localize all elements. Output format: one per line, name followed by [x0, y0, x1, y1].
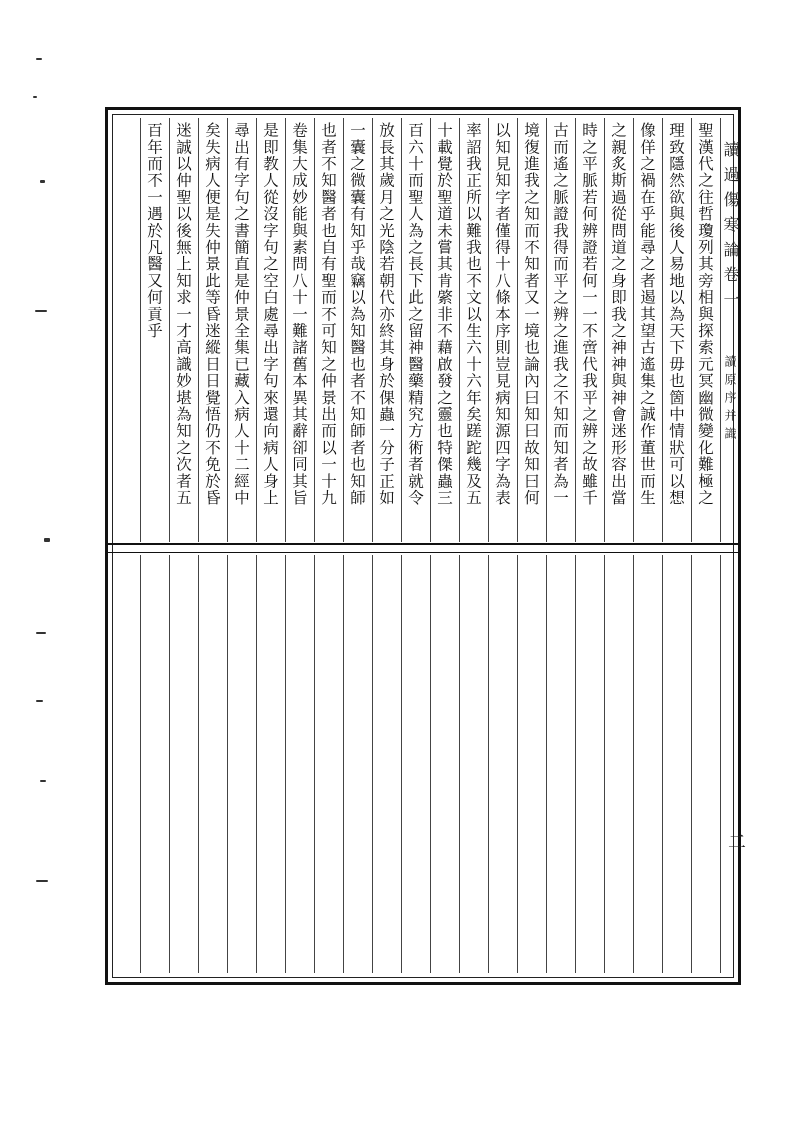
- column-rule: [691, 118, 692, 542]
- column-rule: [575, 118, 576, 542]
- text-column: 像佯之禍在乎能尋之者遏其望古遙集之誠作董世而生: [638, 122, 656, 507]
- margin-speck: [36, 880, 48, 882]
- column-rule: [488, 555, 489, 973]
- text-column: 古而遙之脈證我得而平之辨之進我之不知而知者為一: [551, 122, 569, 507]
- column-rule: [517, 555, 518, 973]
- column-rule: [314, 555, 315, 973]
- column-rule: [256, 118, 257, 542]
- column-rule: [430, 118, 431, 542]
- column-rule: [662, 555, 663, 973]
- text-column: 是即教人從沒字句之空白處尋出字句來還向病人身上: [261, 122, 279, 507]
- column-rule: [662, 118, 663, 542]
- margin-speck: [35, 310, 47, 312]
- text-column: 卷集大成妙能與素問八十一難諸舊本異其辭卻同其旨: [290, 122, 308, 507]
- column-rule: [546, 555, 547, 973]
- text-column: 百六十而聖人為之長下此之留神醫藥精究方術者就令: [406, 122, 424, 507]
- text-column: 十載覺於聖道未嘗其肯綮非不藉啟發之靈也特傑蟲三: [435, 122, 453, 507]
- text-column: 理致隱然欲與後人易地以為天下毋也箇中情狀可以想: [667, 122, 685, 507]
- column-rule: [343, 118, 344, 542]
- margin-speck: [33, 96, 37, 98]
- text-column: 也者不知醫者也自有聖而不可知之仲景出而以一十九: [319, 122, 337, 507]
- column-rule: [372, 555, 373, 973]
- column-rule: [169, 118, 170, 542]
- column-rule: [169, 555, 170, 973]
- column-rule: [285, 118, 286, 542]
- column-rule: [227, 555, 228, 973]
- column-rule: [488, 118, 489, 542]
- column-rule: [604, 555, 605, 973]
- column-rule: [720, 555, 721, 973]
- text-column: 以知見知字者僅得十八條本序則豈見病知源四字為表: [493, 122, 511, 507]
- center-fold-gutter: [108, 543, 738, 553]
- margin-speck: [36, 58, 42, 60]
- text-column: 百年而不一遇於凡醫又何貢乎: [145, 122, 163, 340]
- column-rule: [459, 555, 460, 973]
- margin-speck: [36, 632, 46, 634]
- column-rule: [430, 555, 431, 973]
- column-rule: [140, 555, 141, 973]
- column-rule: [691, 555, 692, 973]
- column-rule: [633, 555, 634, 973]
- column-rule: [517, 118, 518, 542]
- text-column: 一囊之微囊有知乎哉竊以為知醫也者不知師者也知師: [348, 122, 366, 507]
- column-rule: [227, 118, 228, 542]
- column-rule: [285, 555, 286, 973]
- book-title: 讀過傷寒論卷一: [721, 141, 740, 316]
- column-rule: [459, 118, 460, 542]
- column-rule: [372, 118, 373, 542]
- margin-speck: [40, 780, 46, 782]
- margin-speck: [44, 538, 50, 542]
- text-column: 矣失病人便是失仲景此等昏迷縱日日覺悟仍不免於昏: [203, 122, 221, 507]
- column-rule: [575, 555, 576, 973]
- section-label: 讀原序并識: [723, 355, 737, 445]
- column-rule: [604, 118, 605, 542]
- column-rule: [401, 118, 402, 542]
- text-column: 時之平脈若何辨證若何一一不啻代我平之辨之故雖千: [580, 122, 598, 507]
- text-column: 率詔我正所以難我也不文以生六十六年矣蹉跎幾及五: [464, 122, 482, 507]
- column-rule: [198, 118, 199, 542]
- column-rule: [198, 555, 199, 973]
- column-rule: [343, 555, 344, 973]
- column-rule: [633, 118, 634, 542]
- column-rule: [314, 118, 315, 542]
- text-column: 放長其歲月之光陰若朝代亦終其身於倮蟲一分子正如: [377, 122, 395, 507]
- text-column: 境復進我之知而不知者又一境也論內曰知曰故知曰何: [522, 122, 540, 507]
- column-rule: [256, 555, 257, 973]
- text-column: 迷誠以仲聖以後無上知求一才高識妙堪為知之次者五: [174, 122, 192, 507]
- text-column: 聖漢代之往哲瓊列其旁相與探索元冥幽微變化難極之: [696, 122, 714, 507]
- column-rule: [140, 118, 141, 542]
- text-column: 尋出有字句之書簡直是仲景全集已藏入病人十二經中: [232, 122, 250, 507]
- column-rule: [546, 118, 547, 542]
- page-number: 二: [728, 832, 746, 853]
- column-rule: [401, 555, 402, 973]
- margin-speck: [40, 180, 45, 183]
- margin-speck: [36, 700, 43, 702]
- text-column: 之親炙斯過從問道之身即我之神神與神會迷形容出當: [609, 122, 627, 507]
